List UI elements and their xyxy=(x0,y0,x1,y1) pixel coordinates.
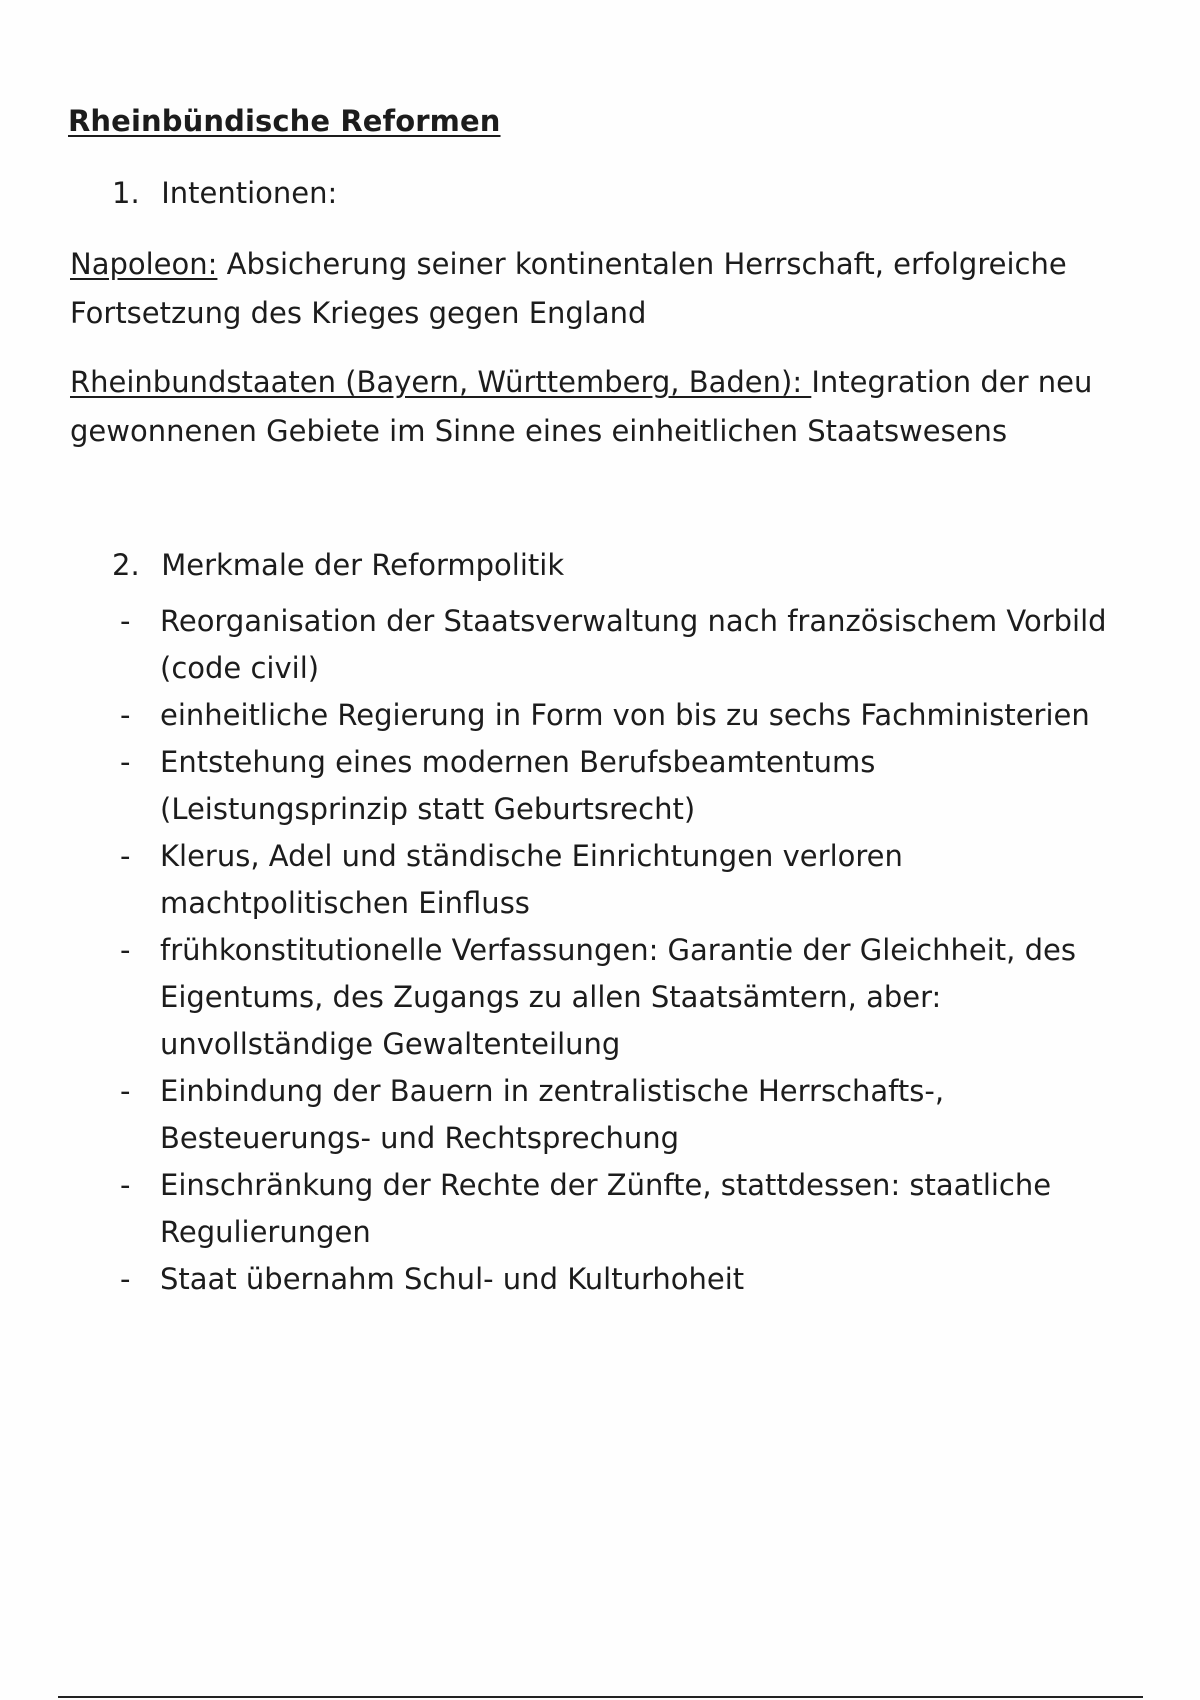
list-item-text: Einbindung der Bauern in zentralistische Herrschafts-, Besteuerungs- und Rechtsprechung xyxy=(160,1074,945,1155)
bullet-dash: - xyxy=(120,839,131,873)
intention-lead: Rheinbundstaaten (Bayern, Württemberg, Baden): xyxy=(70,365,812,399)
bullet-dash: - xyxy=(120,698,131,732)
bullet-dash: - xyxy=(120,933,131,967)
page-title: Rheinbündische Reformen xyxy=(68,104,501,138)
list-item xyxy=(112,692,1132,739)
intention-rheinbundstaaten xyxy=(70,358,1130,456)
intention-lead: Napoleon: xyxy=(70,247,218,281)
section-number: 2. xyxy=(112,548,140,582)
bullet-dash: - xyxy=(120,1168,131,1202)
bullet-dash: - xyxy=(120,604,131,638)
list-item-text: frühkonstitutionelle Verfassungen: Garantie der Gleichheit, des Eigentums, des Zugangs zu allen Staatsämtern, aber: unvollständige Gewaltenteilung xyxy=(160,933,1076,1061)
list-item xyxy=(112,739,1132,833)
section-number: 1. xyxy=(112,176,140,210)
intention-text: Absicherung seiner kontinentalen Herrschaft, erfolgreiche Fortsetzung des Krieges gegen England xyxy=(70,247,1067,330)
list-item-text: Einschränkung der Rechte der Zünfte, stattdessen: staatliche Regulierungen xyxy=(160,1168,1052,1249)
bottom-divider xyxy=(58,1696,1143,1698)
intention-text: Integration der neu gewonnenen Gebiete im Sinne eines einheitlichen Staatswesens xyxy=(70,365,1093,448)
section-heading-text: Merkmale der Reformpolitik xyxy=(161,548,565,582)
list-item xyxy=(112,1162,1132,1256)
bullet-dash: - xyxy=(120,745,131,779)
list-item xyxy=(112,1068,1132,1162)
list-item-text: einheitliche Regierung in Form von bis zu sechs Fachministerien xyxy=(160,698,1090,732)
feature-list xyxy=(112,598,1132,1303)
list-item xyxy=(112,833,1132,927)
section-heading-text: Intentionen: xyxy=(161,176,338,210)
section-heading-features xyxy=(112,548,564,582)
intention-napoleon xyxy=(70,240,1130,338)
section-heading-intentions xyxy=(112,176,337,210)
bullet-dash: - xyxy=(120,1074,131,1108)
list-item-text: Entstehung eines modernen Berufsbeamtentums (Leistungsprinzip statt Geburtsrecht) xyxy=(160,745,876,826)
list-item-text: Staat übernahm Schul- und Kulturhoheit xyxy=(160,1262,745,1296)
list-item xyxy=(112,927,1132,1068)
list-item xyxy=(112,598,1132,692)
list-item-text: Reorganisation der Staatsverwaltung nach französischem Vorbild (code civil) xyxy=(160,604,1107,685)
list-item xyxy=(112,1256,1132,1303)
bullet-dash: - xyxy=(120,1262,131,1296)
list-item-text: Klerus, Adel und ständische Einrichtungen verloren machtpolitischen Einfluss xyxy=(160,839,903,920)
